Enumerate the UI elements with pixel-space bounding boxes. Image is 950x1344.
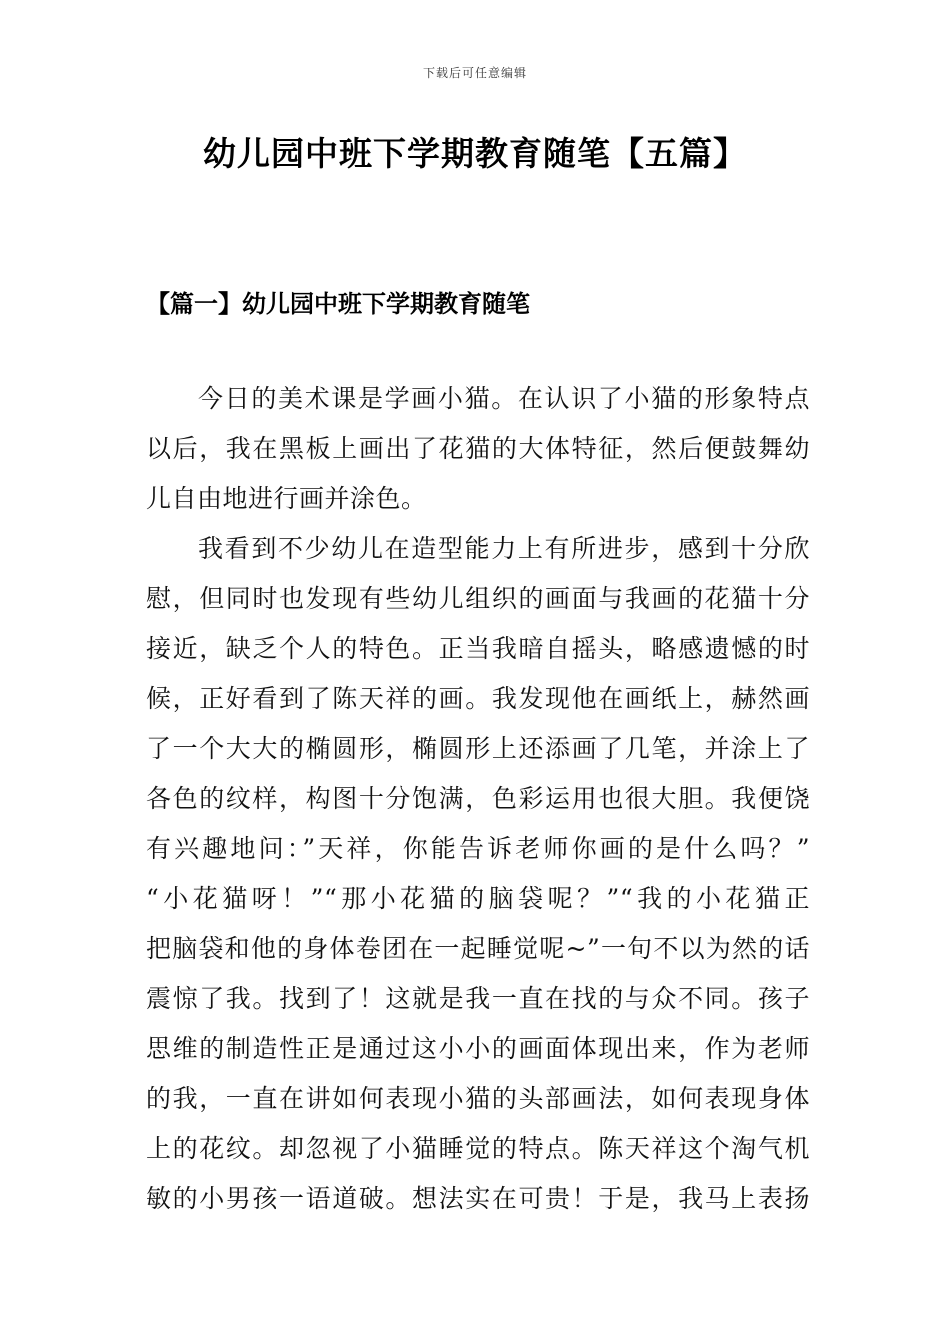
body-text: [146, 378, 810, 1228]
header-note: 下载后可任意编辑: [422, 66, 527, 80]
paragraph-2-line-9: 把脑袋和他的身体卷团在一起睡觉呢~”一句不以为然的话: [146, 934, 810, 963]
paragraph-2-line-8: “小花猫呀！”“那小花猫的脑袋呢？”“我的小花猫正: [146, 884, 810, 913]
paragraph-2-line-14: 敏的小男孩一语道破。想法实在可贵！于是，我马上表扬: [146, 1184, 810, 1213]
paragraph-1-line-1: 今日的美术课是学画小猫。在认识了小猫的形象特点: [198, 384, 810, 413]
paragraph-2-line-11: 思维的制造性正是通过这小小的画面体现出来，作为老师: [146, 1034, 810, 1063]
paragraph-1-line-3: 儿自由地进行画并涂色。: [146, 484, 427, 513]
paragraph-2-line-10: 震惊了我。找到了！这就是我一直在找的与众不同。孩子: [146, 984, 810, 1013]
section-heading: 【篇一】幼儿园中班下学期教育随笔: [146, 289, 530, 318]
paragraph-2-line-2: 慰，但同时也发现有些幼儿组织的画面与我画的花猫十分: [146, 584, 810, 613]
paragraph-2-line-7: 有兴趣地问：”天祥，你能告诉老师你画的是什么吗？”: [146, 834, 810, 863]
paragraph-1-line-2: 以后，我在黑板上画出了花猫的大体特征，然后便鼓舞幼: [146, 434, 810, 463]
paragraph-2-line-6: 各色的纹样，构图十分饱满，色彩运用也很大胆。我便饶: [146, 784, 810, 813]
paragraph-2-line-4: 候，正好看到了陈天祥的画。我发现他在画纸上，赫然画: [146, 684, 810, 713]
paragraph-2-line-3: 接近，缺乏个人的特色。正当我暗自摇头，略感遗憾的时: [146, 634, 810, 663]
paragraph-2-line-5: 了一个大大的椭圆形，椭圆形上还添画了几笔，并涂上了: [146, 734, 810, 763]
paragraph-2-line-13: 上的花纹。却忽视了小猫睡觉的特点。陈天祥这个淘气机: [146, 1134, 810, 1163]
paragraph-2-line-1: 我看到不少幼儿在造型能力上有所进步，感到十分欣: [198, 534, 810, 563]
paragraph-2-line-12: 的我，一直在讲如何表现小猫的头部画法，如何表现身体: [146, 1084, 810, 1113]
document-title: 幼儿园中班下学期教育随笔【五篇】: [203, 134, 747, 173]
